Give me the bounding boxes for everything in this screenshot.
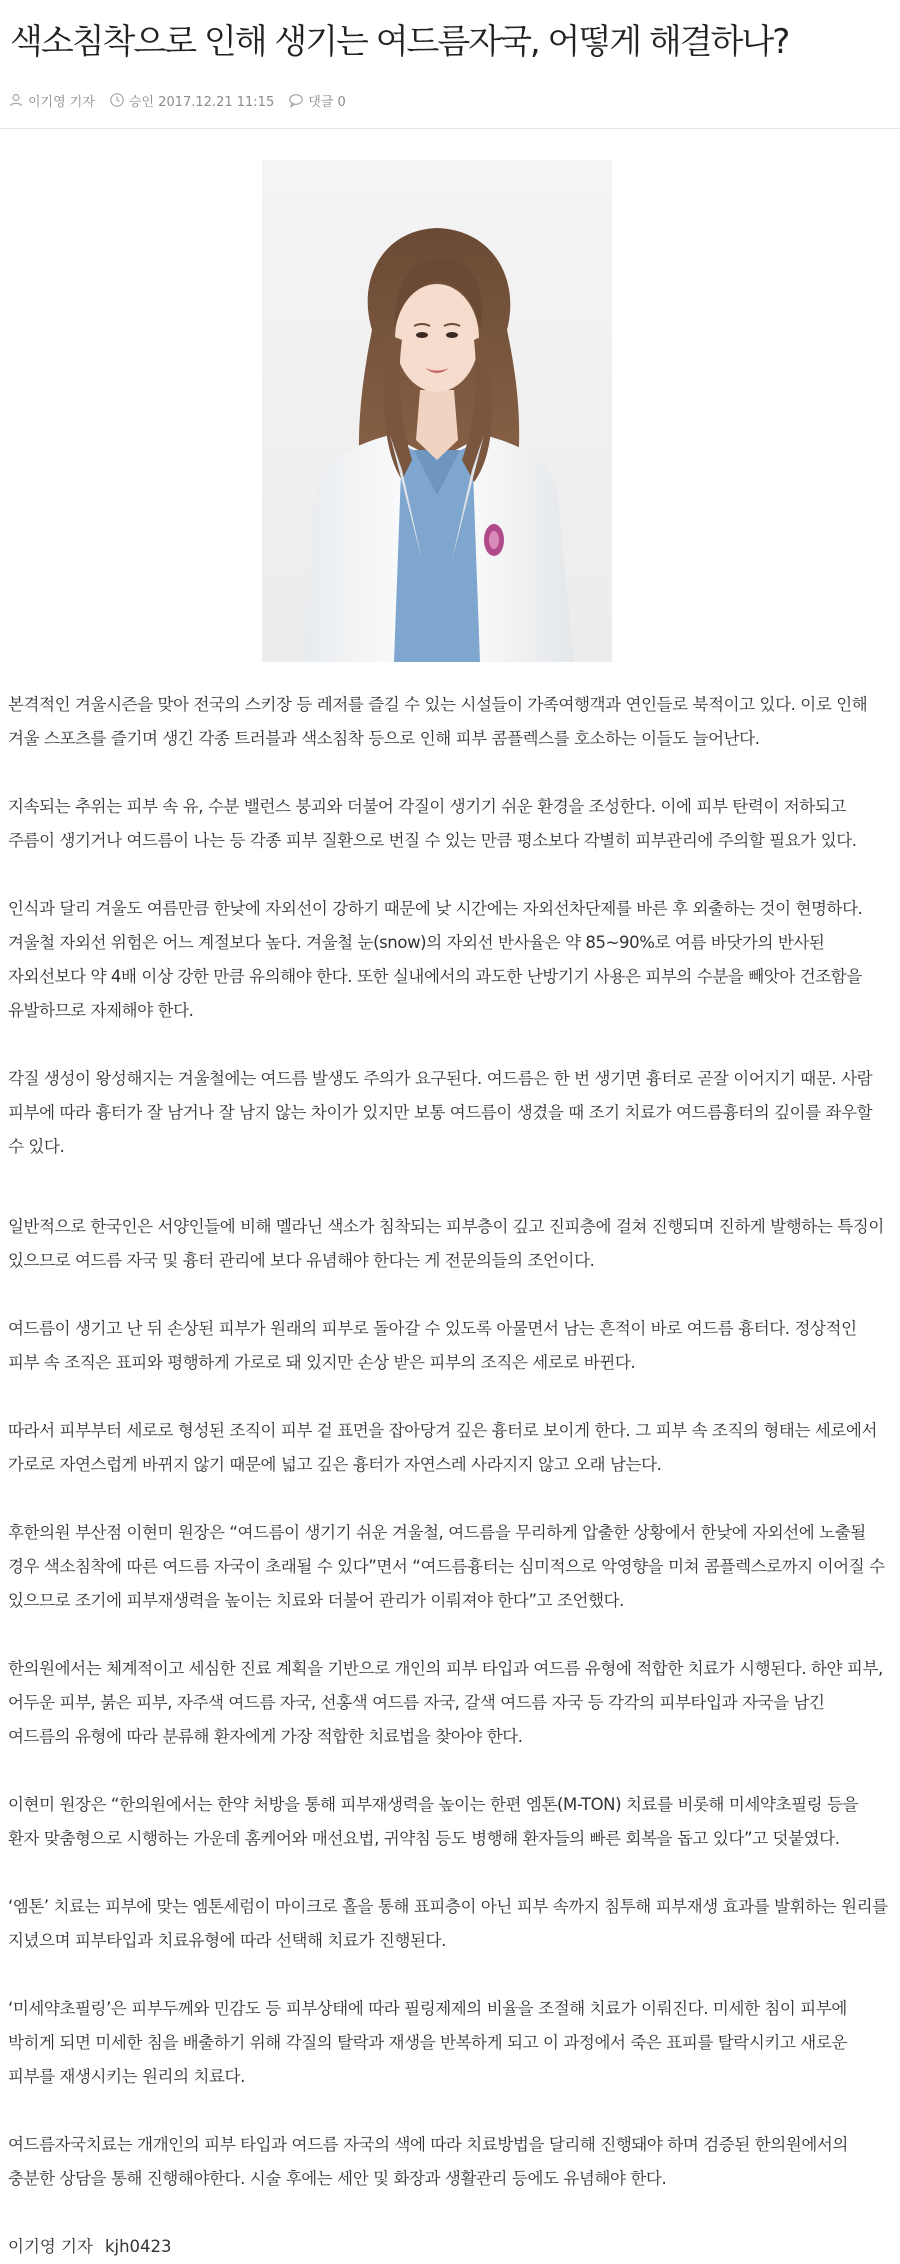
article-photo (262, 160, 612, 662)
article-paragraph: 여드름자국치료는 개개인의 피부 타입과 여드름 자국의 색에 따라 치료방법을 달리해 진행돼야 하며 검증된 한의원에서의 충분한 상담을 통해 진행해야한다. 시술 후에는 세안 및 화장과 생활관리 등에도 유념해야 한다. (8, 2135, 848, 2188)
meta-approved (109, 91, 274, 110)
meta-approved-text: 승인 2017.12.21 11:15 (128, 94, 275, 110)
article-paragraph: 후한의원 부산점 이현미 원장은 “여드름이 생기기 쉬운 겨울철, 여드름을 무리하게 압출한 상황에서 한낮에 자외선에 노출될 경우 색소침착에 따른 여드름 자국이 초래될 수 있다”면서 “여드름흉터는 심미적으로 악영향을 미쳐 콤플렉스로까지 이어질 수 있으므로 조기에 피부재생력을 높이는 치료와 더불어 관리가 이뤄져야 한다”고 조언했다. (8, 1523, 885, 1610)
clock-icon (109, 92, 125, 108)
user-icon (8, 92, 24, 108)
meta-author-text: 이기영 기자 (28, 94, 95, 110)
comment-icon (288, 92, 304, 108)
meta-author[interactable] (8, 91, 95, 110)
article-paragraph: 각질 생성이 왕성해지는 겨울철에는 여드름 발생도 주의가 요구된다. 여드름은 한 번 생기면 흉터로 곧잘 이어지기 때문. 사람 피부에 따라 흉터가 잘 남거나 잘 남지 않는 차이가 있지만 보통 여드름이 생겼을 때 조기 치료가 여드름흉터의 깊이를 좌우할 수 있다. (8, 1069, 873, 1156)
article-paragraph: 여드름이 생기고 난 뒤 손상된 피부가 원래의 피부로 돌아갈 수 있도록 아물면서 남는 흔적이 바로 여드름 흉터다. 정상적인 피부 속 조직은 표피와 평행하게 가로로 돼 있지만 손상 받은 피부의 조직은 세로로 바뀐다. (8, 1319, 857, 1372)
article-paragraph: 이현미 원장은 “한의원에서는 한약 처방을 통해 피부재생력을 높이는 한편 엠톤(M-TON) 치료를 비롯해 미세약초필링 등을 환자 맞춤형으로 시행하는 가운데 홈케어와 매선요법, 귀약침 등도 병행해 환자들의 빠른 회복을 돕고 있다”고 덧붙였다. (8, 1795, 859, 1848)
doctor-portrait-photo (262, 160, 612, 662)
article-paragraph: ‘엠톤’ 치료는 피부에 맞는 엠톤세럼이 마이크로 홀을 통해 표피층이 아닌 피부 속까지 침투해 피부재생 효과를 발휘하는 원리를 지녔으며 피부타입과 치료유형에 따라 선택해 치료가 진행된다. (8, 1897, 888, 1950)
byline-id: kjh0423 (104, 2237, 172, 2256)
article-meta (8, 90, 360, 110)
article-paragraph: ‘미세약초필링’은 피부두께와 민감도 등 피부상태에 따라 필링제제의 비율을 조절해 치료가 이뤄진다. 미세한 침이 피부에 박히게 되면 미세한 침을 배출하기 위해 각질의 탈락과 재생을 반복하게 되고 이 과정에서 죽은 표피를 탈락시키고 새로운 피부를 재생시키는 원리의 치료다. (8, 1999, 847, 2086)
article-paragraph: 따라서 피부부터 세로로 형성된 조직이 피부 겉 표면을 잡아당겨 깊은 흉터로 보이게 한다. 그 피부 속 조직의 형태는 세로에서 가로로 자연스럽게 바뀌지 않기 때문에 넓고 깊은 흉터가 자연스레 사라지지 않고 오래 남는다. (8, 1421, 878, 1474)
article-paragraph: 한의원에서는 체계적이고 세심한 진료 계획을 기반으로 개인의 피부 타입과 여드름 유형에 적합한 치료가 시행된다. 하얀 피부, 어두운 피부, 붉은 피부, 자주색 여드름 자국, 선홍색 여드름 자국, 갈색 여드름 자국 등 각각의 피부타입과 자국을 남긴 여드름의 유형에 따라 분류해 환자에게 가장 적합한 치료법을 찾아야 한다. (8, 1659, 883, 1746)
article-paragraph: 본격적인 겨울시즌을 맞아 전국의 스키장 등 레저를 즐길 수 있는 시설들이 가족여행객과 연인들로 북적이고 있다. 이로 인해 겨울 스포츠를 즐기며 생긴 각종 트러블과 색소침착 등으로 인해 피부 콤플렉스를 호소하는 이들도 늘어난다. (8, 695, 868, 748)
meta-comments-text: 댓글 0 (308, 94, 346, 110)
article-body (8, 688, 888, 2264)
meta-divider (0, 128, 900, 129)
article-headline: 색소침착으로 인해 생기는 여드름자국, 어떻게 해결하나? (10, 22, 789, 62)
article-byline (8, 2230, 888, 2264)
meta-comments[interactable] (288, 91, 346, 110)
article-paragraph: 지속되는 추위는 피부 속 유, 수분 밸런스 붕괴와 더불어 각질이 생기기 쉬운 환경을 조성한다. 이에 피부 탄력이 저하되고 주름이 생기거나 여드름이 나는 등 각종 피부 질환으로 번질 수 있는 만큼 평소보다 각별히 피부관리에 주의할 필요가 있다. (8, 797, 857, 850)
article-paragraph: 일반적으로 한국인은 서양인들에 비해 멜라닌 색소가 침착되는 피부층이 깊고 진피층에 걸쳐 진행되며 진하게 발행하는 특징이 있으므로 여드름 자국 및 흉터 관리에 보다 유념해야 한다는 게 전문의들의 조언이다. (8, 1217, 884, 1270)
byline-author: 이기영 기자 (8, 2237, 93, 2256)
article-paragraph: 인식과 달리 겨울도 여름만큼 한낮에 자외선이 강하기 때문에 낮 시간에는 자외선차단제를 바른 후 외출하는 것이 현명하다. 겨울철 자외선 위험은 어느 계절보다 높다. 겨울철 눈(snow)의 자외선 반사율은 약 85~90%로 여름 바닷가의 반사된 자외선보다 약 4배 이상 강한 만큼 유의해야 한다. 또한 실내에서의 과도한 난방기기 사용은 피부의 수분을 빼앗아 건조함을 유발하므로 자제해야 한다. (8, 899, 863, 1020)
